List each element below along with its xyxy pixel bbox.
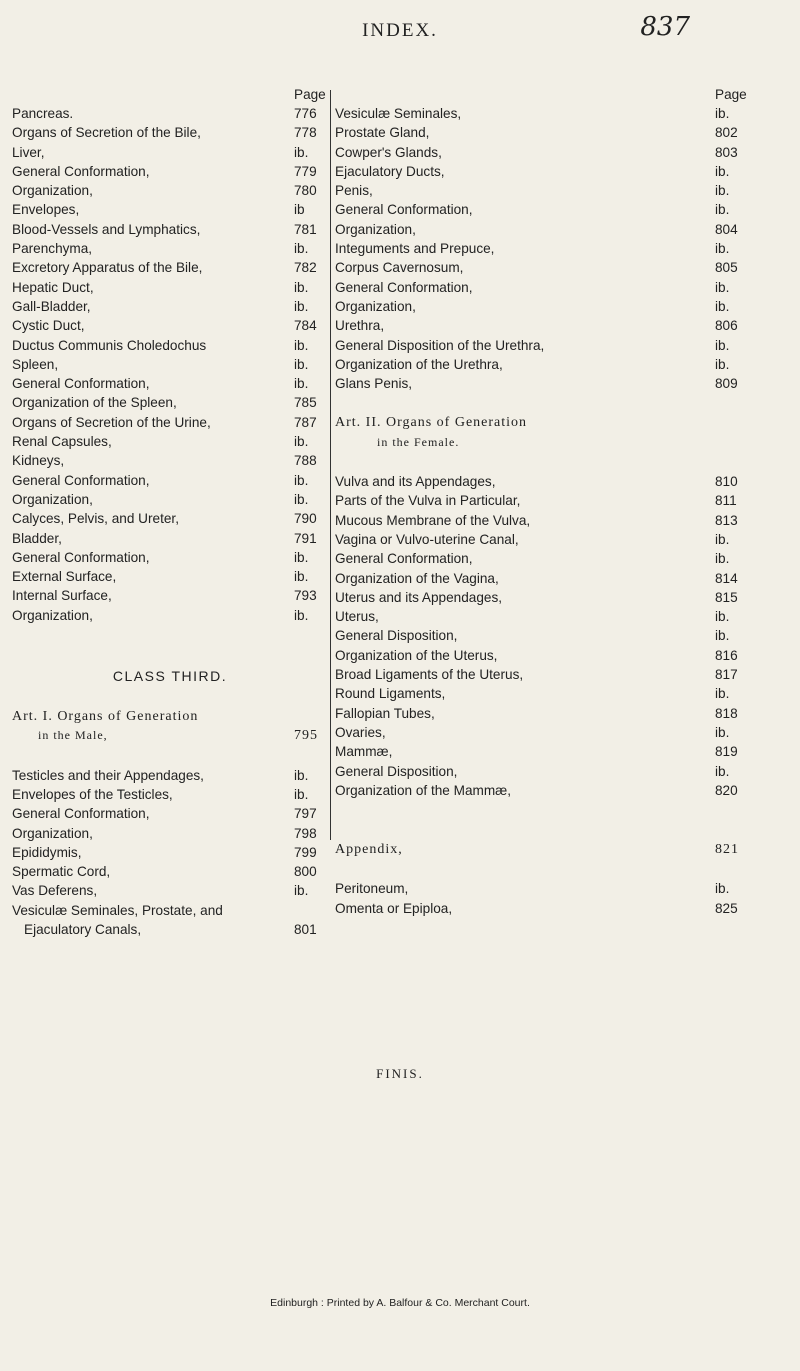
index-entry (12, 143, 328, 162)
index-entry (335, 588, 747, 607)
index-entry (12, 355, 328, 374)
entry-page: 810 (715, 474, 738, 490)
entry-label: Ovaries, (335, 724, 386, 740)
index-entry (335, 549, 747, 568)
entry-label: Kidneys, (12, 453, 65, 469)
entry-label: Integuments and Prepuce, (335, 241, 495, 257)
index-entry (12, 393, 328, 412)
entry-page: ib. (715, 628, 730, 644)
entry-page: 819 (715, 744, 738, 760)
entry-label: Testicles and their Appendages, (12, 767, 204, 783)
entry-label: Pancreas. (12, 106, 74, 121)
entry-page: 780 (294, 183, 317, 199)
index-entry (12, 862, 328, 881)
entry-page: 814 (715, 570, 738, 586)
entry-page: ib. (715, 763, 730, 779)
entry-page: 818 (715, 705, 738, 721)
entry-label: Parenchyma, (12, 241, 93, 257)
entry-label: Omenta or Epiploa, (335, 900, 453, 916)
entry-label: Ductus Communis Choledochus (12, 337, 207, 353)
entry-label: Parts of the Vulva in Particular, (335, 493, 521, 509)
entry-label: General Disposition, (335, 763, 458, 779)
entry-page: ib. (715, 279, 730, 295)
entry-label: Mammæ, (335, 744, 393, 760)
index-entry (335, 220, 747, 239)
index-entry (12, 374, 328, 393)
index-entry (335, 316, 747, 335)
index-entry (12, 162, 328, 181)
entry-page: ib. (715, 609, 730, 625)
index-entry (12, 471, 328, 490)
entry-label: Organization, (12, 183, 93, 199)
entry-page: 825 (715, 900, 738, 916)
index-entry (335, 684, 747, 703)
entry-label: Round Ligaments, (335, 686, 446, 702)
index-entry (12, 451, 328, 470)
entry-page: ib. (715, 163, 730, 179)
entry-label: General Conformation, (12, 549, 150, 565)
entry-page: 778 (294, 125, 317, 141)
index-entry (12, 785, 328, 804)
entry-label: Prostate Gland, (335, 125, 430, 141)
entry-label: Organs of Secretion of the Urine, (12, 414, 211, 430)
index-entry (335, 278, 747, 297)
index-entry (335, 879, 747, 898)
entry-page: 784 (294, 318, 317, 334)
index-entry (12, 104, 328, 123)
entry-label: Vulva and its Appendages, (335, 474, 496, 490)
entry-label: Fallopian Tubes, (335, 705, 435, 721)
entry-page: 782 (294, 260, 317, 276)
entry-page: ib. (715, 337, 730, 353)
entry-label: General Conformation, (335, 202, 473, 218)
index-entry (335, 297, 747, 316)
index-entry (12, 586, 328, 605)
entry-page: ib. (294, 337, 309, 353)
entry-page: 817 (715, 667, 738, 683)
entry-page: ib. (715, 881, 730, 897)
entry-label: Spermatic Cord, (12, 864, 111, 880)
entry-page: ib. (715, 106, 730, 121)
entry-page: 805 (715, 260, 738, 276)
entry-label: Bladder, (12, 530, 62, 546)
index-list (12, 766, 328, 901)
index-list (335, 879, 747, 918)
entry-page: ib (294, 202, 305, 218)
index-entry (12, 548, 328, 567)
entry-page: 816 (715, 647, 738, 663)
entry-label: Penis, (335, 183, 373, 199)
entry-label: Cowper's Glands, (335, 144, 442, 160)
entry-page: 800 (294, 864, 317, 880)
index-entry (335, 762, 747, 781)
index-entry (12, 824, 328, 843)
entry-label: Vesiculæ Seminales, (335, 106, 462, 121)
entry-page: ib. (294, 356, 309, 372)
entry-page: 779 (294, 163, 317, 179)
index-entry (12, 220, 328, 239)
entry-label: Organization, (12, 607, 93, 623)
index-entry (335, 374, 747, 393)
index-entry (335, 704, 747, 723)
entry-page: ib. (294, 472, 309, 488)
entry-label: Envelopes, (12, 202, 80, 218)
index-entry (12, 529, 328, 548)
entry-page: ib. (294, 767, 309, 783)
index-entry (335, 607, 747, 626)
index-entry (335, 123, 747, 142)
page-column-header: Page (294, 87, 326, 102)
article-heading-line2: in the Male, 795 (38, 728, 318, 744)
entry-label: General Conformation, (335, 279, 473, 295)
entry-page: ib. (715, 298, 730, 314)
entry-label: Broad Ligaments of the Uterus, (335, 667, 524, 683)
entry-page: 804 (715, 221, 738, 237)
page-column-header: Page (715, 87, 747, 102)
right-column (335, 86, 747, 918)
entry-label: Hepatic Duct, (12, 279, 94, 295)
entry-label: Renal Capsules, (12, 434, 112, 450)
index-entry (12, 200, 328, 219)
entry-page: ib. (294, 491, 309, 507)
article-heading: Art. II. Organs of Generation (335, 415, 528, 431)
index-entry (335, 723, 747, 742)
index-entry (335, 200, 747, 219)
entry-page: ib. (294, 376, 309, 392)
index-entry (335, 781, 747, 800)
entry-page: 820 (715, 782, 738, 798)
entry-label: Epididymis, (12, 844, 82, 860)
entry-page: 791 (294, 530, 317, 546)
entry-page: ib. (294, 241, 309, 257)
index-entry (335, 569, 747, 588)
entry-label: Excretory Apparatus of the Bile, (12, 260, 203, 276)
entry-label: General Conformation, (12, 163, 150, 179)
entry-page: 776 (294, 106, 317, 121)
index-entry (12, 509, 328, 528)
entry-page: 781 (294, 221, 317, 237)
entry-label: Vagina or Vulvo-uterine Canal, (335, 531, 519, 547)
index-entry: Vesiculæ Seminales, Prostate, and (12, 902, 223, 918)
entry-label: General Conformation, (12, 806, 150, 822)
entry-page: ib. (294, 144, 309, 160)
index-entry (335, 355, 747, 374)
entry-label: Internal Surface, (12, 588, 112, 604)
entry-page: 813 (715, 512, 738, 528)
entry-label: External Surface, (12, 569, 117, 585)
entry-label: Corpus Cavernosum, (335, 260, 464, 276)
index-entry (335, 239, 747, 258)
index-entry (335, 899, 747, 918)
entry-page: ib. (294, 279, 309, 295)
entry-page: ib. (294, 569, 309, 585)
index-entry (335, 511, 747, 530)
entry-page: 798 (294, 825, 317, 841)
entry-label: General Disposition of the Urethra, (335, 337, 545, 353)
entry-page: ib. (715, 356, 730, 372)
entry-page: 793 (294, 588, 317, 604)
entry-page: ib. (715, 183, 730, 199)
index-list (335, 472, 747, 800)
index-entry (335, 258, 747, 277)
entry-label: Organization of the Uterus, (335, 647, 498, 663)
index-entry (335, 143, 747, 162)
entry-page: ib. (715, 241, 730, 257)
entry-page: 806 (715, 318, 738, 334)
entry-label: General Conformation, (12, 376, 150, 392)
column-divider (330, 90, 331, 840)
entry-label: Vas Deferens, (12, 883, 98, 899)
index-entry (12, 258, 328, 277)
index-entry (12, 766, 328, 785)
index-entry (335, 472, 747, 491)
article-heading: Art. I. Organs of Generation (12, 709, 199, 725)
entry-label: Organization, (12, 825, 93, 841)
index-entry (335, 626, 747, 645)
entry-label: General Conformation, (335, 551, 473, 567)
entry-label: Organization of the Spleen, (12, 395, 177, 411)
entry-label: Organization of the Mammæ, (335, 782, 512, 798)
entry-label: General Conformation, (12, 472, 150, 488)
index-list (335, 104, 747, 393)
finis-text: FINIS. (376, 1066, 424, 1081)
entry-page: ib. (715, 686, 730, 702)
entry-label: Organization, (12, 491, 93, 507)
index-entry (335, 646, 747, 665)
index-entry (12, 297, 328, 316)
index-entry (12, 432, 328, 451)
left-column (12, 86, 328, 939)
entry-label: Calyces, Pelvis, and Ureter, (12, 511, 179, 527)
index-entry (12, 336, 328, 355)
entry-label: Organization of the Urethra, (335, 356, 503, 372)
entry-label: Uterus, (335, 609, 379, 625)
entry-page: 787 (294, 414, 317, 430)
entry-label: General Disposition, (335, 628, 458, 644)
entry-page: 803 (715, 144, 738, 160)
entry-page: 788 (294, 453, 317, 469)
entry-label: Liver, (12, 144, 45, 160)
entry-page: 790 (294, 511, 317, 527)
index-entry (12, 804, 328, 823)
index-entry (335, 104, 747, 123)
index-entry (335, 491, 747, 510)
index-entry (12, 123, 328, 142)
entry-page: ib. (294, 607, 309, 623)
index-entry (12, 881, 328, 900)
entry-page: 811 (715, 493, 737, 509)
entry-label: Organization, (335, 221, 416, 237)
entry-label: Blood-Vessels and Lymphatics, (12, 221, 201, 237)
entry-page: ib. (715, 724, 730, 740)
article-heading-line2: in the Female. (377, 434, 460, 449)
entry-label: Peritoneum, (335, 881, 409, 897)
printer-imprint: Edinburgh : Printed by A. Balfour & Co. Merchant Court. (270, 1297, 530, 1309)
index-entry (335, 742, 747, 761)
entry-label: Organization of the Vagina, (335, 570, 499, 586)
index-entry (335, 181, 747, 200)
running-title: INDEX. (362, 20, 438, 41)
entry-page: ib. (294, 298, 309, 314)
entry-page: ib. (715, 551, 730, 567)
index-entry (12, 567, 328, 586)
entry-label: Spleen, (12, 356, 59, 372)
entry-label: Envelopes of the Testicles, (12, 786, 173, 802)
entry-label: Glans Penis, (335, 376, 413, 392)
entry-page: ib. (715, 202, 730, 218)
entry-label: Uterus and its Appendages, (335, 589, 503, 605)
entry-label: Organs of Secretion of the Bile, (12, 125, 201, 141)
index-entry (335, 665, 747, 684)
index-entry (335, 162, 747, 181)
index-entry (335, 530, 747, 549)
page-number: 837 (640, 12, 690, 42)
entry-page: 809 (715, 376, 738, 392)
index-entry (12, 490, 328, 509)
entry-label: Mucous Membrane of the Vulva, (335, 512, 531, 528)
entry-page: 802 (715, 125, 738, 141)
entry-label: Gall-Bladder, (12, 298, 91, 314)
index-entry (12, 278, 328, 297)
entry-page: ib. (294, 786, 309, 802)
index-entry (12, 181, 328, 200)
entry-label: Organization, (335, 298, 416, 314)
entry-label: Cystic Duct, (12, 318, 85, 334)
entry-page: 815 (715, 589, 738, 605)
class-heading: CLASS THIRD. (112, 668, 228, 685)
entry-page: 785 (294, 395, 317, 411)
entry-page: ib. (715, 531, 730, 547)
entry-label: Urethra, (335, 318, 385, 334)
entry-page: ib. (294, 883, 309, 899)
appendix-heading: Appendix, 821 (335, 842, 739, 858)
index-entry (12, 316, 328, 335)
index-entry (12, 606, 328, 625)
entry-page: ib. (294, 549, 309, 565)
index-entry (12, 239, 328, 258)
page-header (0, 12, 800, 52)
entry-page: 797 (294, 806, 317, 822)
index-entry: Ejaculatory Canals, 801 (24, 921, 317, 937)
entry-label: Ejaculatory Ducts, (335, 163, 445, 179)
entry-page: ib. (294, 434, 309, 450)
index-list (12, 104, 328, 625)
index-entry (12, 843, 328, 862)
index-entry (12, 413, 328, 432)
index-entry (335, 336, 747, 355)
entry-page: 799 (294, 844, 317, 860)
